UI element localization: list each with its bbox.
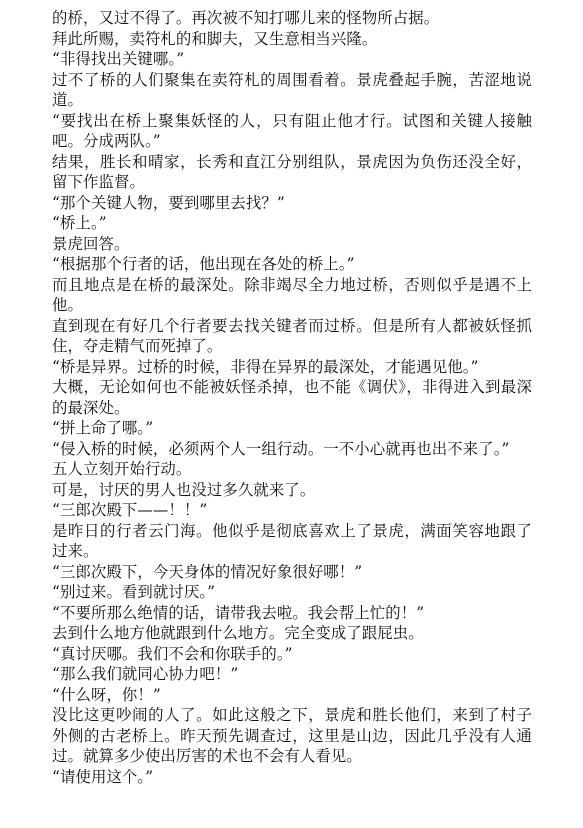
paragraph: “那么我们就同心协力吧！” (52, 665, 239, 683)
paragraph: 五人立刻开始行动。 (52, 460, 192, 478)
paragraph: 而且地点是在桥的最深处。除非竭尽全力地过桥，否则似乎是遇不上他。 (52, 275, 532, 314)
paragraph: “非得找出关键哪。” (52, 50, 185, 68)
paragraph: 去到什么地方他就跟到什么地方。完全变成了跟屁虫。 (52, 624, 424, 642)
paragraph: “根据那个行者的话，他出现在各处的桥上。” (52, 255, 355, 273)
paragraph: “什么呀，你！” (52, 685, 161, 704)
paragraph: “拼上命了哪。” (52, 419, 154, 437)
paragraph: 的桥，又过不得了。再次被不知打哪儿来的怪物所占据。 (52, 9, 440, 27)
paragraph: “侵入桥的时候，必须两个人一组行动。一不小心就再也出不来了。” (52, 439, 510, 458)
paragraph: 过不了桥的人们聚集在卖符札的周围看着。景虎叠起手腕，苦涩地说道。 (52, 70, 532, 109)
paragraph: “要找出在桥上聚集妖怪的人，只有阻止他才行。试图和关键人接触吧。分成两队。” (52, 111, 532, 150)
paragraph: “请使用这个。” (52, 767, 154, 786)
body-text (52, 8, 532, 787)
paragraph: 可是，讨厌的男人也没过多久就来了。 (52, 480, 316, 499)
paragraph: 直到现在有好几个行者要去找关键者而过桥。但是所有人都被妖怪抓住，夺走精气而死掉了。 (52, 316, 532, 355)
paragraph: “桥是异界。过桥的时候，非得在异界的最深处，才能遇见他。” (52, 357, 479, 376)
paragraph: “三郎次殿下，今天身体的情况好象很好哪！” (52, 562, 363, 581)
paragraph: “真讨厌哪。我们不会和你联手的。” (52, 644, 293, 663)
paragraph: 结果，胜长和晴家，长秀和直江分别组队，景虎因为负伤还没全好，留下作监督。 (52, 152, 532, 191)
paragraph: 是昨日的行者云门海。他似乎是彻底喜欢上了景虎，满面笑容地跟了过来。 (52, 521, 532, 560)
paragraph: 拜此所赐，卖符札的和脚夫，又生意相当兴隆。 (52, 29, 378, 48)
paragraph: 景虎回答。 (52, 234, 130, 253)
paragraph: “不要所那么绝情的话，请带我去啦。我会帮上忙的！” (52, 603, 425, 622)
paragraph: “别过来。看到就讨厌。” (52, 583, 216, 601)
paragraph: 大概，无论如何也不能被妖怪杀掉，也不能《调伏》，非得进入到最深的最深处。 (52, 378, 532, 417)
paragraph: “三郎次殿下——！！” (52, 501, 208, 519)
paragraph: “那个关键人物，要到哪里去找？” (52, 193, 285, 212)
paragraph: 没比这更吵闹的人了。如此这般之下，景虎和胜长他们，来到了村子外侧的古老桥上。昨天预先调查过，这里是山边，因此几乎没有人通过。就算多少使出厉害的术也不会有人看见。 (52, 706, 532, 765)
paragraph: “桥上。” (52, 214, 107, 232)
